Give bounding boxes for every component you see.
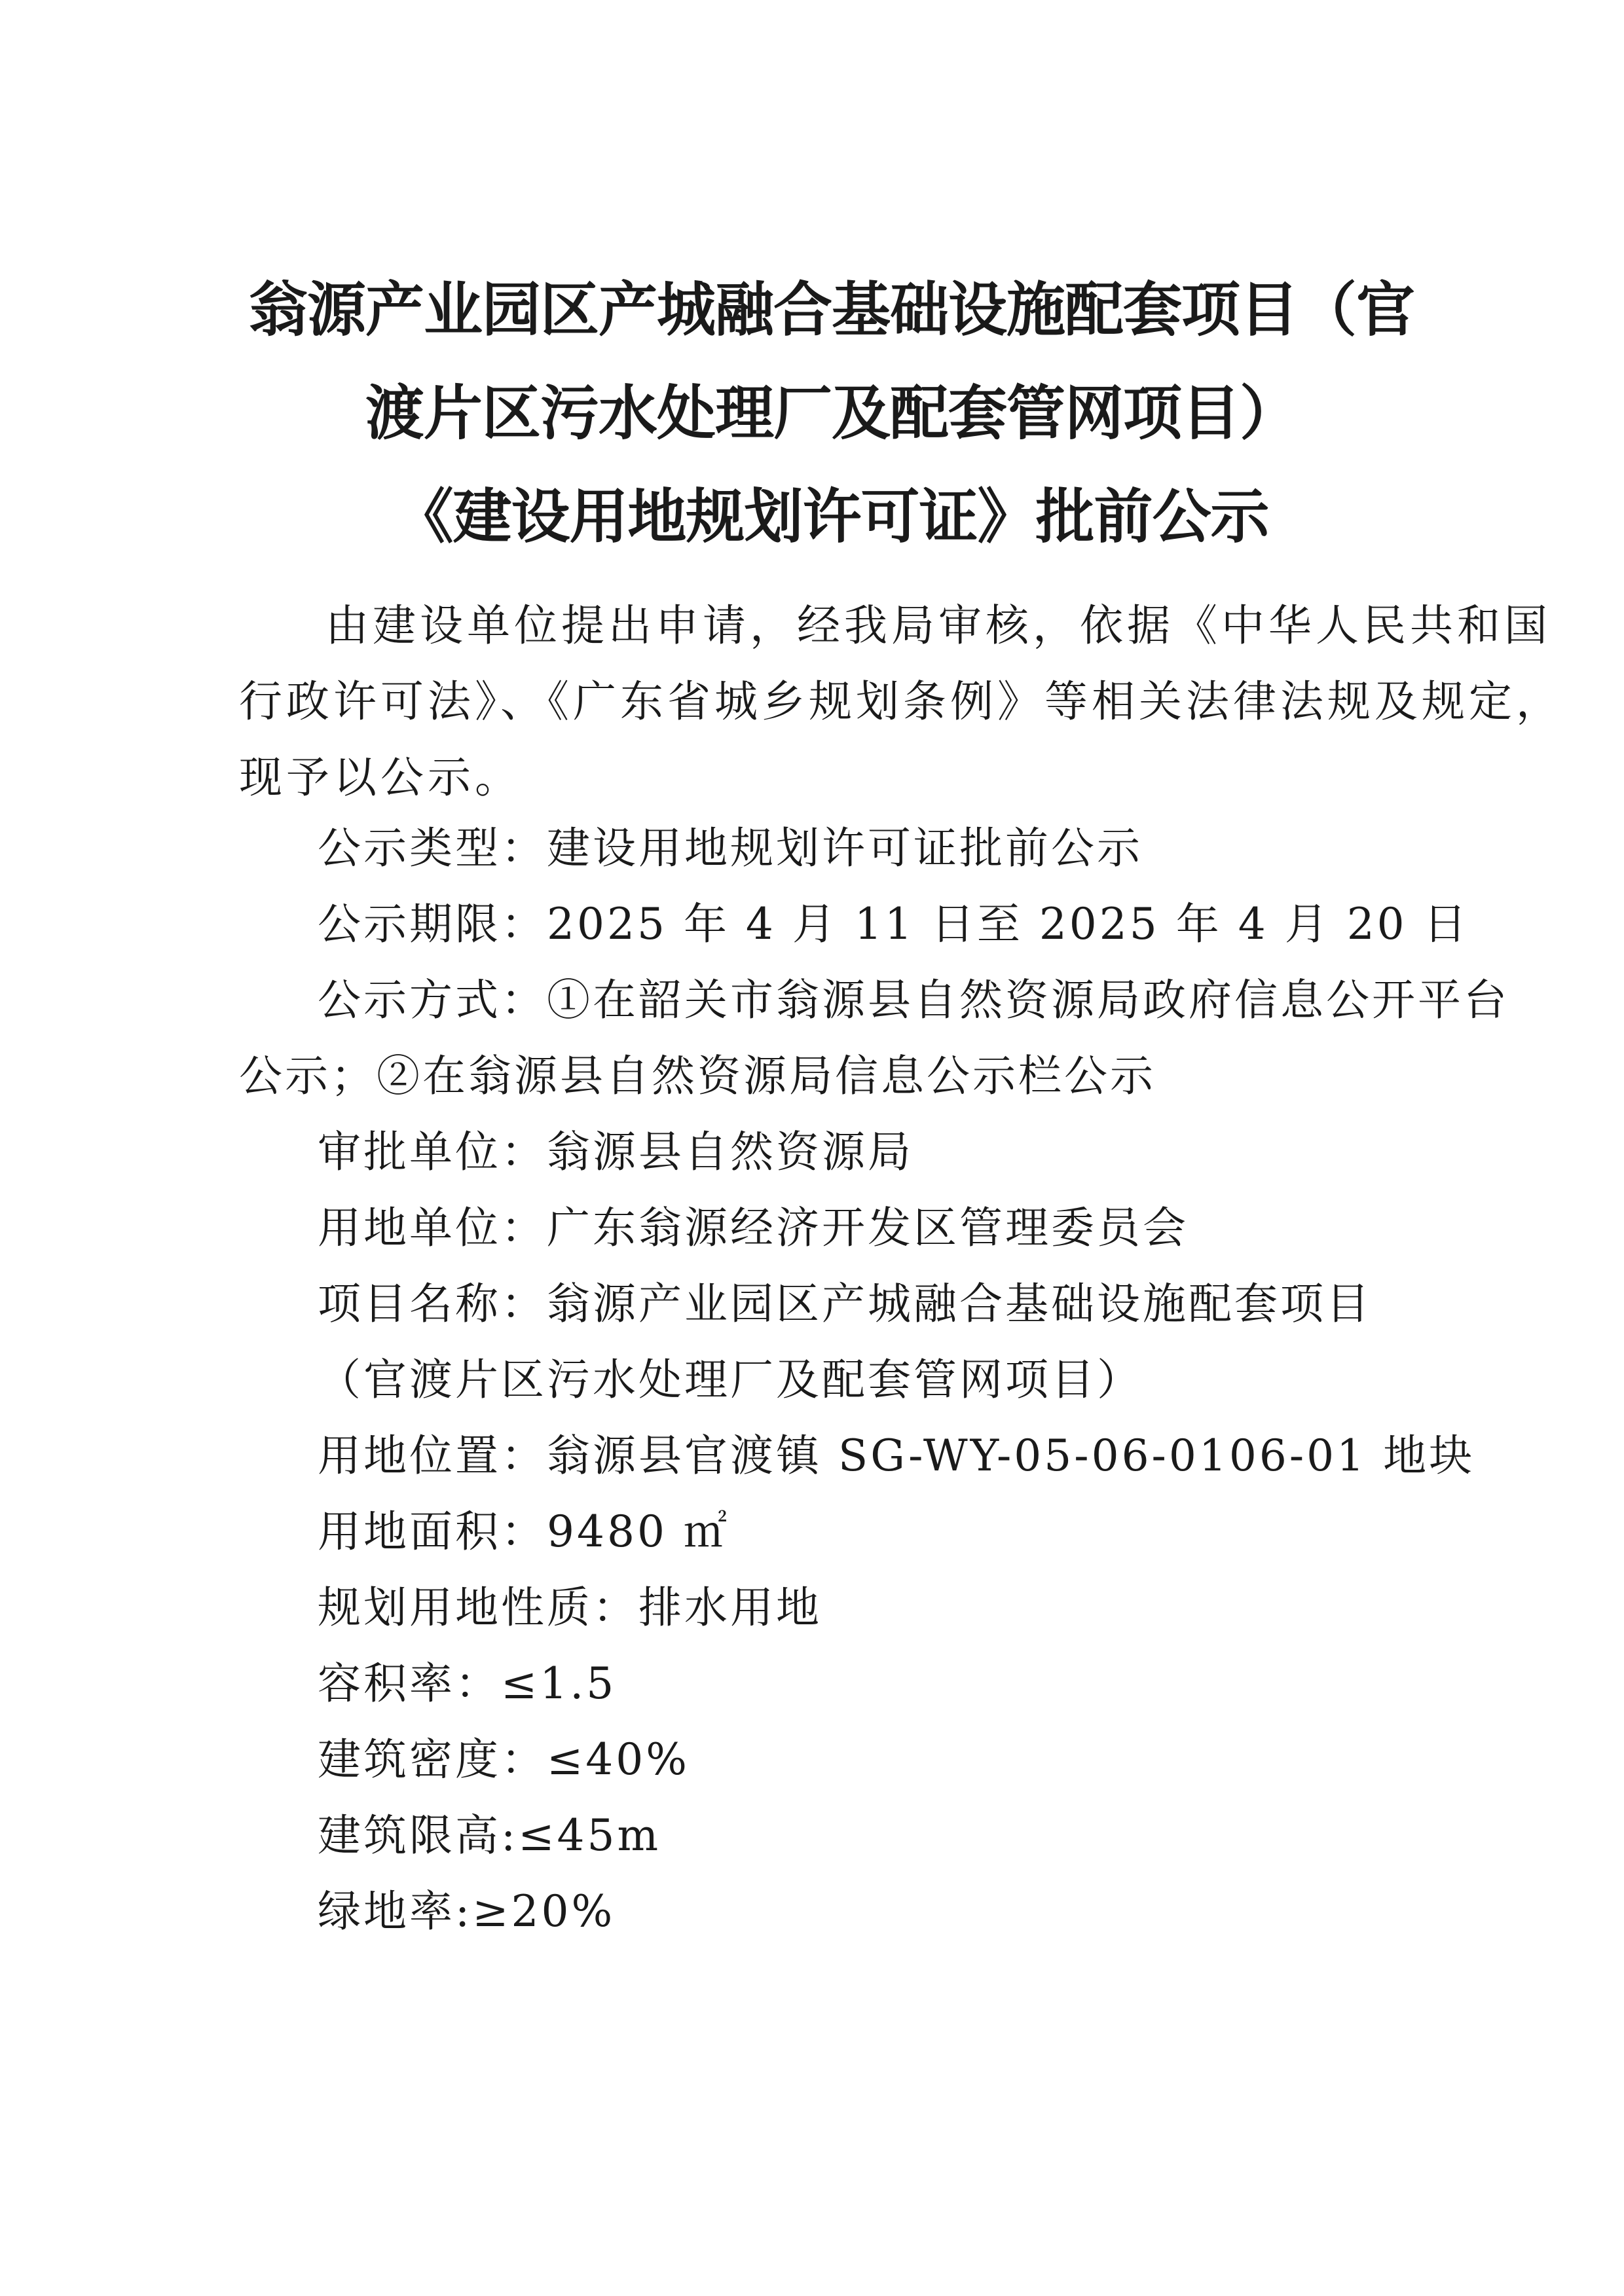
- document-title: [223, 259, 1441, 569]
- field-period: 公示期限：2025 年 4 月 11 日至 2025 年 4 月 20 日: [318, 899, 1469, 949]
- field-location: 用地位置：翁源县官渡镇 SG-WY-05-06-0106-01 地块: [318, 1430, 1475, 1481]
- field-method-line-2: 公示；②在翁源县自然资源局信息公示栏公示: [239, 1051, 1156, 1101]
- field-project-name-line-1: 项目名称：翁源产业园区产城融合基础设施配套项目: [318, 1279, 1372, 1329]
- intro-line-2: 行政许可法》、《广东省城乡规划条例》等相关法律法规及规定，: [239, 676, 1563, 727]
- field-land-user: 用地单位：广东翁源经济开发区管理委员会: [318, 1203, 1189, 1253]
- field-density: 建筑密度：≤40%: [318, 1734, 690, 1785]
- field-plot-ratio: 容积率：≤1.5: [318, 1658, 617, 1709]
- field-approval-unit: 审批单位：翁源县自然资源局: [318, 1127, 913, 1177]
- title-line-1: 翁源产业园区产城融合基础设施配套项目（官: [249, 276, 1414, 344]
- field-area: 用地面积：9480 ㎡: [318, 1506, 729, 1557]
- title-line-2: 渡片区污水处理厂及配套管网项目）: [365, 379, 1298, 448]
- field-method-line-1: 公示方式：①在韶关市翁源县自然资源局政府信息公开平台: [318, 975, 1509, 1025]
- intro-paragraph: [239, 588, 1563, 816]
- field-green-ratio: 绿地率:≥20%: [318, 1886, 616, 1937]
- field-height-limit: 建筑限高:≤45m: [318, 1810, 661, 1861]
- field-type: 公示类型：建设用地规划许可证批前公示: [318, 823, 1143, 873]
- intro-line-3: 现予以公示。: [239, 752, 522, 803]
- field-project-name-line-2: （官渡片区污水处理厂及配套管网项目）: [318, 1355, 1143, 1405]
- intro-line-1: 由建设单位提出申请，经我局审核，依据《中华人民共和国: [325, 600, 1551, 651]
- field-land-use: 规划用地性质：排水用地: [318, 1582, 822, 1633]
- title-line-3: 《建设用地规划许可证》批前公示: [394, 483, 1269, 551]
